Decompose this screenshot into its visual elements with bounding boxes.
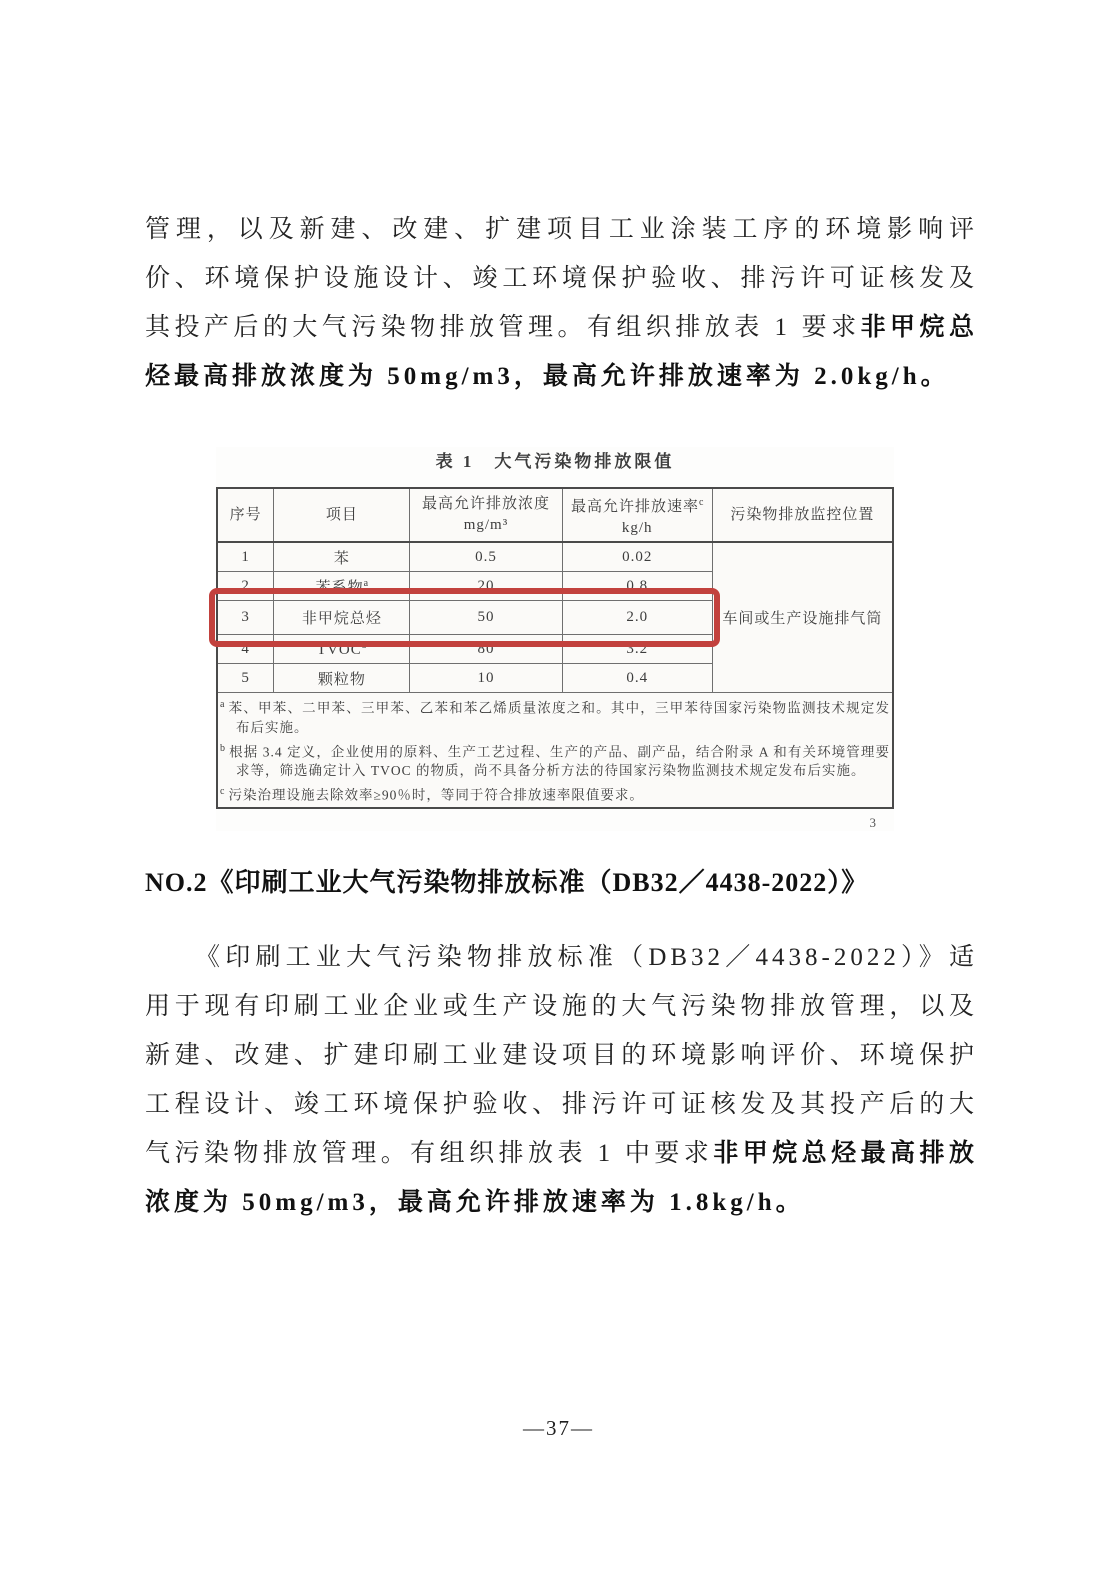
table-title: 表 1 大气污染物排放限值 <box>435 452 675 471</box>
paragraph-coating-bold-limit: 非甲烷总烃最高排放浓度为 50mg/m3，最高允许排放速率为 2.0kg/h。 <box>145 314 978 390</box>
paragraph-printing-normal-text: 《印刷工业大气污染物排放标准（DB32／4438-2022）》适用于现有印刷工业企业或生产设施的大气污染物排放管理，以及新建、改建、扩建印刷工业建设项目的环境影响评价、环境保护工程设计、竣工环境保护验收、排污许可证核发及其投产后的大气污染物排放管理。有组织排放表 1 中要求 <box>145 944 978 1167</box>
paragraph-printing-standard <box>145 933 978 1227</box>
section2-heading: NO.2《印刷工业大气污染物排放标准（DB32／4438-2022）》 <box>145 868 869 897</box>
footnote-a: $^a$ 苯、甲苯、二甲苯、三甲苯、乙苯和苯乙烯质量浓度之和。其中，三甲苯待国家污染物监测技术规定发布后实施。 <box>220 699 890 735</box>
header-rate: 最高允许排放速率$^c$ kg/h <box>562 488 712 542</box>
table-row-particulate: 5 颗粒物 10 0.4 <box>217 664 893 693</box>
header-concentration-unit: mg/m³ <box>463 517 509 533</box>
table-header-row <box>217 488 893 542</box>
paragraph-coating-normal-text: 管理，以及新建、改建、扩建项目工业涂装工序的环境影响评价、环境保护设施设计、竣工环境保护验收、排污许可证核发及其投产后的大气污染物排放管理。有组织排放表 1 要求 <box>145 216 978 341</box>
embedded-page-number: 3 <box>869 814 876 830</box>
header-item: 项目 <box>274 488 410 542</box>
page-number: —37— <box>523 1416 594 1440</box>
table-footnotes-row <box>217 693 893 808</box>
paragraph-printing-bold-limit: 非甲烷总烃最高排放浓度为 50mg/m3，最高允许排放速率为 1.8kg/h。 <box>145 1140 978 1216</box>
footnote-b: $^b$ 根据 3.4 定义，企业使用的原料、生产工艺过程、生产的产品、副产品，结合附录 A 和有关环境管理要求等，筛选确定计入 TVOC 的物质，尚不具备分析方法的待国家污染物监测技术规定发布后实施。 <box>220 742 890 778</box>
paragraph-coating-standard <box>145 205 978 401</box>
table-row-tvoc: 4 TVOC$^b$ 80 3.2 <box>217 635 893 664</box>
highlighted-row: 3 非甲烷总烃 50 2.0 <box>217 601 893 635</box>
merged-monitor-position-cell: 车间或生产设施排气筒 <box>712 542 893 693</box>
header-no: 序号 <box>217 488 274 542</box>
header-rate-unit: kg/h <box>621 519 653 536</box>
footnote-c: $^c$ 污染治理设施去除效率≥90％时，等同于符合排放速率限值要求。 <box>220 786 644 803</box>
table-row-benzene-series: 2 苯系物$^a$ 20 0.8 <box>217 572 893 601</box>
header-concentration: 最高允许排放浓度 mg/m³ <box>410 488 562 542</box>
header-monitor-position: 污染物排放监控位置 <box>712 488 893 542</box>
table-row-benzene: 1 苯 0.5 0.02 车间或生产设施排气筒 <box>217 542 893 572</box>
emission-limits-table <box>216 487 894 809</box>
emission-limits-table-figure <box>216 447 894 831</box>
